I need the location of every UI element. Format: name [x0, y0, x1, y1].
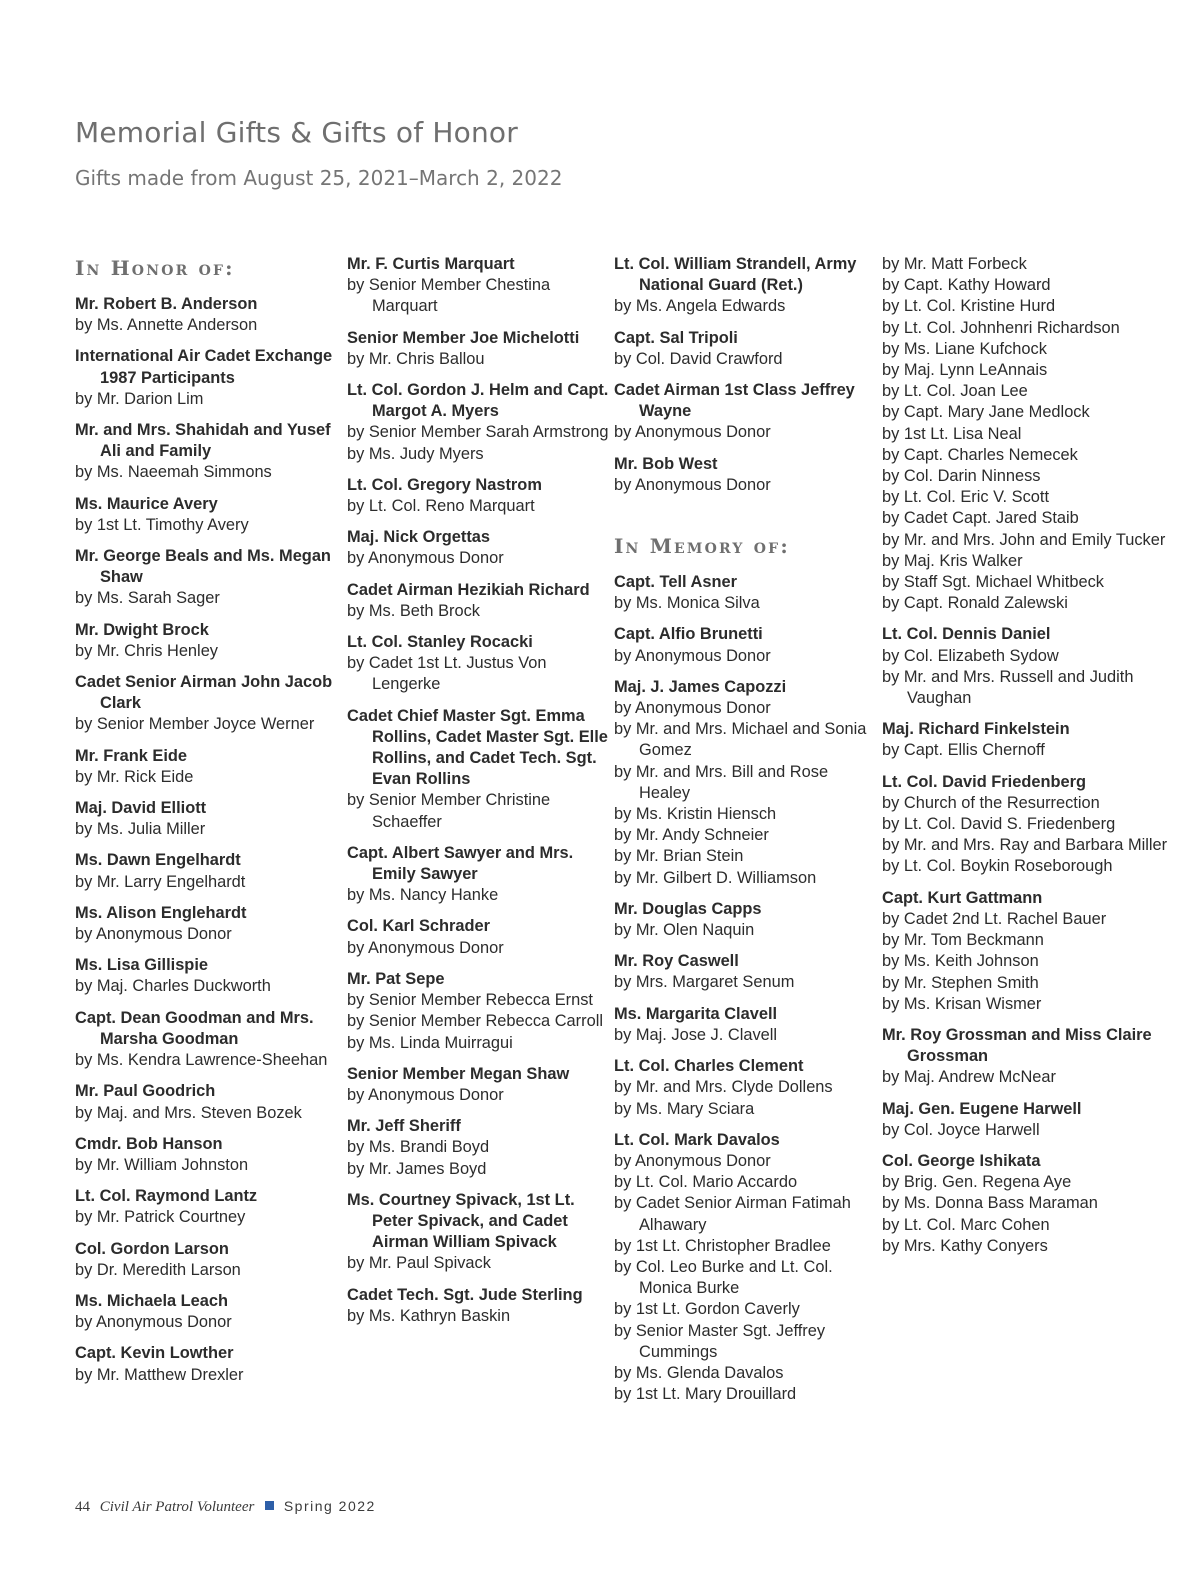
- donor-line: by Anonymous Donor: [614, 699, 771, 718]
- donor-line: by Capt. Charles Nemecek: [882, 445, 1078, 464]
- donor-line: by 1st Lt. Christopher Bradlee: [614, 1236, 831, 1255]
- gift-entry: [614, 677, 876, 889]
- donor-line: by Ms. Brandi Boyd: [347, 1138, 490, 1157]
- donor-line: by Anonymous Donor: [75, 925, 232, 944]
- gift-entry: [347, 527, 609, 569]
- donor-line: by Lt. Col. Kristine Hurd: [882, 297, 1056, 316]
- donor-line: by Senior Master Sgt. Jeffrey Cummings: [614, 1321, 826, 1361]
- donor-line: by 1st Lt. Gordon Caverly: [614, 1300, 800, 1319]
- gift-entry: [75, 1081, 337, 1123]
- donor-line: by Senior Member Chestina Marquart: [347, 276, 551, 316]
- section-heading-honor: In Honor of:: [75, 256, 235, 280]
- honoree-name: Ms. Michaela Leach: [75, 1291, 229, 1310]
- donor-line: by Lt. Col. Joan Lee: [882, 382, 1028, 401]
- gift-entry: [347, 328, 609, 370]
- donor-line: by Mrs. Kathy Conyers: [882, 1236, 1048, 1255]
- gift-entry: [614, 380, 876, 444]
- gift-entry: [75, 346, 337, 410]
- gift-entry: [882, 772, 1182, 878]
- donor-line: by Ms. Donna Bass Maraman: [882, 1194, 1098, 1213]
- honoree-name: Lt. Col. Mark Davalos: [614, 1130, 780, 1149]
- honoree-name: Lt. Col. Dennis Daniel: [882, 625, 1051, 644]
- gift-entry: [75, 494, 337, 536]
- donor-line: by 1st Lt. Lisa Neal: [882, 424, 1022, 443]
- honoree-name: Cadet Tech. Sgt. Jude Sterling: [347, 1285, 583, 1304]
- page-number: 44: [75, 1499, 90, 1515]
- honoree-name: Maj. Nick Orgettas: [347, 528, 491, 547]
- donor-line: by Mr. and Mrs. Michael and Sonia Gomez: [614, 720, 867, 760]
- honoree-name: Senior Member Megan Shaw: [347, 1064, 570, 1083]
- gift-entry: [882, 1151, 1182, 1257]
- donor-line: by Mr. Stephen Smith: [882, 973, 1039, 992]
- donor-line: by Cadet 1st Lt. Justus Von Lengerke: [347, 654, 547, 694]
- donor-line: by Senior Member Rebecca Carroll: [347, 1012, 603, 1031]
- gift-entry: [882, 254, 1182, 614]
- honoree-name: Mr. Bob West: [614, 454, 718, 473]
- honoree-name: Capt. Kevin Lowther: [75, 1344, 234, 1363]
- column-4: [882, 254, 1182, 1267]
- honoree-name: Senior Member Joe Michelotti: [347, 328, 580, 347]
- gift-entry: [347, 1190, 609, 1275]
- gift-entry: [75, 1186, 337, 1228]
- page-footer: [75, 1498, 376, 1516]
- page-title: Memorial Gifts & Gifts of Honor: [75, 116, 518, 149]
- donor-line: by Mr. Andy Schneier: [614, 826, 769, 845]
- donor-line: by Ms. Angela Edwards: [614, 297, 786, 316]
- donor-line: by Mr. Darion Lim: [75, 389, 204, 408]
- column-2: [347, 254, 609, 1337]
- gift-entry: [882, 624, 1182, 709]
- gift-entry: [75, 1008, 337, 1072]
- honoree-name: Ms. Margarita Clavell: [614, 1004, 778, 1023]
- donor-line: by 1st Lt. Mary Drouillard: [614, 1385, 797, 1404]
- gift-entry: [75, 1291, 337, 1333]
- honoree-name: Lt. Col. David Friedenberg: [882, 772, 1086, 791]
- gift-entry: [75, 620, 337, 662]
- donor-line: by Mr. and Mrs. Russell and Judith Vaughan: [882, 667, 1134, 708]
- donor-line: by Maj. Andrew McNear: [882, 1068, 1056, 1087]
- page-subtitle: Gifts made from August 25, 2021–March 2, 2022: [75, 166, 563, 190]
- donor-line: by Maj. Charles Duckworth: [75, 977, 271, 996]
- honoree-name: Cadet Chief Master Sgt. Emma Rollins, Cadet Master Sgt. Elle Rollins, and Cadet Tech. Sgt. Evan Rollins: [347, 706, 608, 789]
- donor-line: by Ms. Linda Muirragui: [347, 1033, 513, 1052]
- donor-line: by Anonymous Donor: [347, 938, 504, 957]
- gift-entry: [614, 328, 876, 370]
- gift-entry: [75, 420, 337, 484]
- gift-entry: [614, 899, 876, 941]
- donor-line: by Maj. Lynn LeAnnais: [882, 361, 1048, 380]
- honoree-name: Mr. F. Curtis Marquart: [347, 255, 515, 273]
- gift-entry: [347, 843, 609, 907]
- donor-line: by Anonymous Donor: [75, 1313, 232, 1332]
- donor-line: by Mr. James Boyd: [347, 1159, 487, 1178]
- gift-entry: [347, 1064, 609, 1106]
- gift-entry: [347, 916, 609, 958]
- honoree-name: Ms. Maurice Avery: [75, 494, 218, 513]
- issue-season: Spring 2022: [283, 1498, 376, 1514]
- gift-entry: [75, 955, 337, 997]
- donor-line: by Lt. Col. Marc Cohen: [882, 1215, 1050, 1234]
- gift-entry: [614, 624, 876, 666]
- honoree-name: Lt. Col. Stanley Rocacki: [347, 633, 533, 652]
- donor-line: by Maj. Jose J. Clavell: [614, 1025, 778, 1044]
- honoree-name: Mr. Pat Sepe: [347, 969, 445, 988]
- gift-entry: [75, 850, 337, 892]
- donor-line: by Mr. and Mrs. Bill and Rose Healey: [614, 762, 829, 802]
- column-1: [75, 254, 337, 1396]
- gift-entry: [75, 903, 337, 945]
- honoree-name: Lt. Col. Charles Clement: [614, 1057, 804, 1076]
- donor-line: by Ms. Julia Miller: [75, 820, 206, 839]
- honoree-name: Maj. Gen. Eugene Harwell: [882, 1099, 1082, 1118]
- gift-entry: [347, 380, 609, 465]
- gift-entry: [347, 706, 609, 833]
- honoree-name: Cadet Airman 1st Class Jeffrey Wayne: [614, 381, 855, 421]
- donor-line: by Ms. Liane Kufchock: [882, 339, 1047, 358]
- donor-line: by Senior Member Joyce Werner: [75, 715, 315, 734]
- donor-line: by Cadet 2nd Lt. Rachel Bauer: [882, 909, 1107, 928]
- donor-line: by Capt. Ellis Chernoff: [882, 741, 1045, 760]
- honoree-name: Capt. Albert Sawyer and Mrs. Emily Sawyer: [347, 843, 574, 884]
- honoree-name: Mr. Paul Goodrich: [75, 1082, 216, 1101]
- donor-line: by Lt. Col. Eric V. Scott: [882, 488, 1050, 507]
- donor-line: by Col. Darin Ninness: [882, 467, 1041, 486]
- donor-line: by Col. Elizabeth Sydow: [882, 646, 1059, 665]
- donor-line: by Brig. Gen. Regena Aye: [882, 1173, 1072, 1192]
- donor-line: by Mrs. Margaret Senum: [614, 973, 795, 992]
- honoree-name: Mr. George Beals and Ms. Megan Shaw: [75, 547, 331, 587]
- gift-entry: [614, 1004, 876, 1046]
- honoree-name: International Air Cadet Exchange 1987 Participants: [75, 347, 333, 387]
- honoree-name: Cadet Senior Airman John Jacob Clark: [75, 673, 333, 713]
- donor-line: by Lt. Col. Boykin Roseborough: [882, 857, 1113, 876]
- donor-line: by Col. Joyce Harwell: [882, 1120, 1040, 1139]
- donor-line: by Mr. Tom Beckmann: [882, 931, 1044, 950]
- donor-line: by Senior Member Rebecca Ernst: [347, 991, 593, 1010]
- donor-line: by Ms. Monica Silva: [614, 594, 760, 613]
- honoree-name: Col. Karl Schrader: [347, 917, 491, 936]
- section-heading-memory: In Memory of:: [614, 534, 790, 559]
- donor-line: by Mr. and Mrs. Ray and Barbara Miller: [882, 836, 1168, 855]
- gift-entry: [347, 1116, 609, 1180]
- donor-line: by Ms. Kathryn Baskin: [347, 1306, 511, 1325]
- donor-line: by Capt. Mary Jane Medlock: [882, 403, 1090, 422]
- gift-entry: [347, 254, 609, 318]
- gift-entry: [75, 798, 337, 840]
- honoree-name: Mr. Roy Grossman and Miss Claire Grossman: [882, 1025, 1152, 1066]
- honoree-name: Mr. Robert B. Anderson: [75, 295, 258, 313]
- donor-line: by Mr. Gilbert D. Williamson: [614, 868, 817, 887]
- donor-line: by Anonymous Donor: [614, 646, 771, 665]
- column-3: [614, 254, 876, 1415]
- donor-line: by Anonymous Donor: [347, 1085, 504, 1104]
- honoree-name: Capt. Sal Tripoli: [614, 328, 738, 347]
- donor-line: by Ms. Beth Brock: [347, 601, 480, 620]
- donor-line: by Ms. Judy Myers: [347, 444, 484, 463]
- donor-line: by Lt. Col. David S. Friedenberg: [882, 815, 1116, 834]
- gift-entry: [75, 294, 337, 336]
- donor-line: by Mr. Rick Eide: [75, 767, 194, 786]
- gift-entry: [75, 1134, 337, 1176]
- honoree-name: Mr. Dwight Brock: [75, 620, 209, 639]
- gift-entry: [614, 572, 876, 614]
- honoree-name: Maj. Richard Finkelstein: [882, 720, 1070, 739]
- donor-line: by Lt. Col. Reno Marquart: [347, 497, 535, 516]
- donor-line: by Mr. William Johnston: [75, 1155, 249, 1174]
- gift-entry: [347, 1285, 609, 1327]
- honoree-name: Capt. Kurt Gattmann: [882, 888, 1043, 907]
- gift-entry: [347, 475, 609, 517]
- donor-line: by Ms. Nancy Hanke: [347, 886, 499, 905]
- honoree-name: Col. Gordon Larson: [75, 1239, 229, 1258]
- donor-line: by Mr. Chris Ballou: [347, 349, 485, 368]
- gift-entry: [882, 1099, 1182, 1141]
- donor-line: by Ms. Glenda Davalos: [614, 1363, 784, 1382]
- gift-entry: [882, 719, 1182, 761]
- gift-entry: [75, 1239, 337, 1281]
- donor-line: by Mr. and Mrs. Clyde Dollens: [614, 1078, 833, 1097]
- donor-line: by Senior Member Sarah Armstrong: [347, 423, 609, 442]
- donor-line: by Anonymous Donor: [614, 475, 771, 494]
- donor-line: by Ms. Kristin Hiensch: [614, 805, 777, 824]
- honoree-name: Mr. Jeff Sheriff: [347, 1117, 461, 1136]
- donor-line: by Maj. Kris Walker: [882, 551, 1023, 570]
- gift-entry: [347, 969, 609, 1054]
- donor-line: by Mr. Matthew Drexler: [75, 1365, 244, 1384]
- donor-line: by Maj. and Mrs. Steven Bozek: [75, 1103, 302, 1122]
- honoree-name: Ms. Courtney Spivack, 1st Lt. Peter Spivack, and Cadet Airman William Spivack: [347, 1190, 575, 1252]
- honoree-name: Cmdr. Bob Hanson: [75, 1134, 223, 1153]
- honoree-name: Cadet Airman Hezikiah Richard: [347, 580, 590, 599]
- honoree-name: Mr. Roy Caswell: [614, 952, 739, 971]
- donor-line: by 1st Lt. Timothy Avery: [75, 515, 249, 534]
- donor-line: by Ms. Annette Anderson: [75, 316, 258, 335]
- gift-entry: [614, 1056, 876, 1120]
- donor-line: by Ms. Kendra Lawrence-Sheehan: [75, 1051, 328, 1070]
- honoree-name: Maj. David Elliott: [75, 799, 207, 818]
- donor-line: by Cadet Capt. Jared Staib: [882, 509, 1079, 528]
- donor-line: by Ms. Naeemah Simmons: [75, 463, 272, 482]
- donor-line: by Mr. Olen Naquin: [614, 921, 755, 940]
- gift-entry: [75, 546, 337, 610]
- donor-line: by Lt. Col. Johnhenri Richardson: [882, 318, 1120, 337]
- donor-line: by Cadet Senior Airman Fatimah Alhawary: [614, 1194, 851, 1234]
- honoree-name: Capt. Alfio Brunetti: [614, 625, 763, 644]
- donor-line: by Capt. Ronald Zalewski: [882, 594, 1068, 613]
- donor-line: by Lt. Col. Mario Accardo: [614, 1173, 798, 1192]
- honoree-name: Ms. Lisa Gillispie: [75, 956, 208, 975]
- donor-line: by Senior Member Christine Schaeffer: [347, 791, 551, 831]
- donor-line: by Mr. Paul Spivack: [347, 1254, 491, 1273]
- donor-line: by Anonymous Donor: [614, 423, 771, 442]
- donor-line: by Church of the Resurrection: [882, 793, 1100, 812]
- gift-entry: [347, 632, 609, 696]
- honoree-name: Mr. and Mrs. Shahidah and Yusef Ali and Family: [75, 421, 331, 461]
- donor-line: by Staff Sgt. Michael Whitbeck: [882, 573, 1104, 592]
- honoree-name: Capt. Dean Goodman and Mrs. Marsha Goodman: [75, 1008, 314, 1048]
- gift-entry: [75, 746, 337, 788]
- gift-entry: [614, 254, 876, 318]
- honoree-name: Lt. Col. Raymond Lantz: [75, 1187, 258, 1206]
- gift-entry: [347, 580, 609, 622]
- honoree-name: Lt. Col. Gregory Nastrom: [347, 475, 542, 494]
- donor-line: by Dr. Meredith Larson: [75, 1260, 241, 1279]
- donor-line: by Anonymous Donor: [347, 549, 504, 568]
- honoree-name: Col. George Ishikata: [882, 1151, 1041, 1170]
- donor-line: by Mr. Patrick Courtney: [75, 1208, 246, 1227]
- honoree-name: Capt. Tell Asner: [614, 573, 737, 592]
- honoree-name: Ms. Dawn Engelhardt: [75, 851, 241, 870]
- donor-line: by Mr. Chris Henley: [75, 641, 219, 660]
- donor-line: by Mr. Matt Forbeck: [882, 255, 1027, 273]
- square-bullet-icon: [265, 1501, 274, 1510]
- donor-line: by Ms. Krisan Wismer: [882, 994, 1042, 1013]
- honoree-name: Lt. Col. Gordon J. Helm and Capt. Margot A. Myers: [347, 381, 609, 421]
- donor-line: by Mr. Brian Stein: [614, 847, 744, 866]
- donor-line: by Ms. Keith Johnson: [882, 952, 1039, 971]
- gift-entry: [75, 1343, 337, 1385]
- honoree-name: Lt. Col. William Strandell, Army National Guard (Ret.): [614, 255, 857, 295]
- donor-line: by Mr. Larry Engelhardt: [75, 872, 246, 891]
- gift-entry: [75, 672, 337, 736]
- gift-entry: [614, 951, 876, 993]
- donor-line: by Col. David Crawford: [614, 349, 783, 368]
- donor-line: by Mr. and Mrs. John and Emily Tucker: [882, 530, 1166, 549]
- honoree-name: Maj. J. James Capozzi: [614, 677, 787, 696]
- honoree-name: Mr. Frank Eide: [75, 746, 188, 765]
- publication-name: Civil Air Patrol Volunteer: [99, 1499, 255, 1515]
- gift-entry: [882, 1025, 1182, 1089]
- donor-line: by Ms. Mary Sciara: [614, 1099, 755, 1118]
- gift-entry: [882, 888, 1182, 1015]
- gift-entry: [614, 454, 876, 496]
- honoree-name: Mr. Douglas Capps: [614, 899, 762, 918]
- honoree-name: Ms. Alison Englehardt: [75, 903, 247, 922]
- donor-line: by Anonymous Donor: [614, 1151, 771, 1170]
- donor-line: by Ms. Sarah Sager: [75, 589, 220, 608]
- gift-entry: [614, 1130, 876, 1406]
- donor-line: by Col. Leo Burke and Lt. Col. Monica Burke: [614, 1257, 833, 1298]
- donor-line: by Capt. Kathy Howard: [882, 276, 1051, 295]
